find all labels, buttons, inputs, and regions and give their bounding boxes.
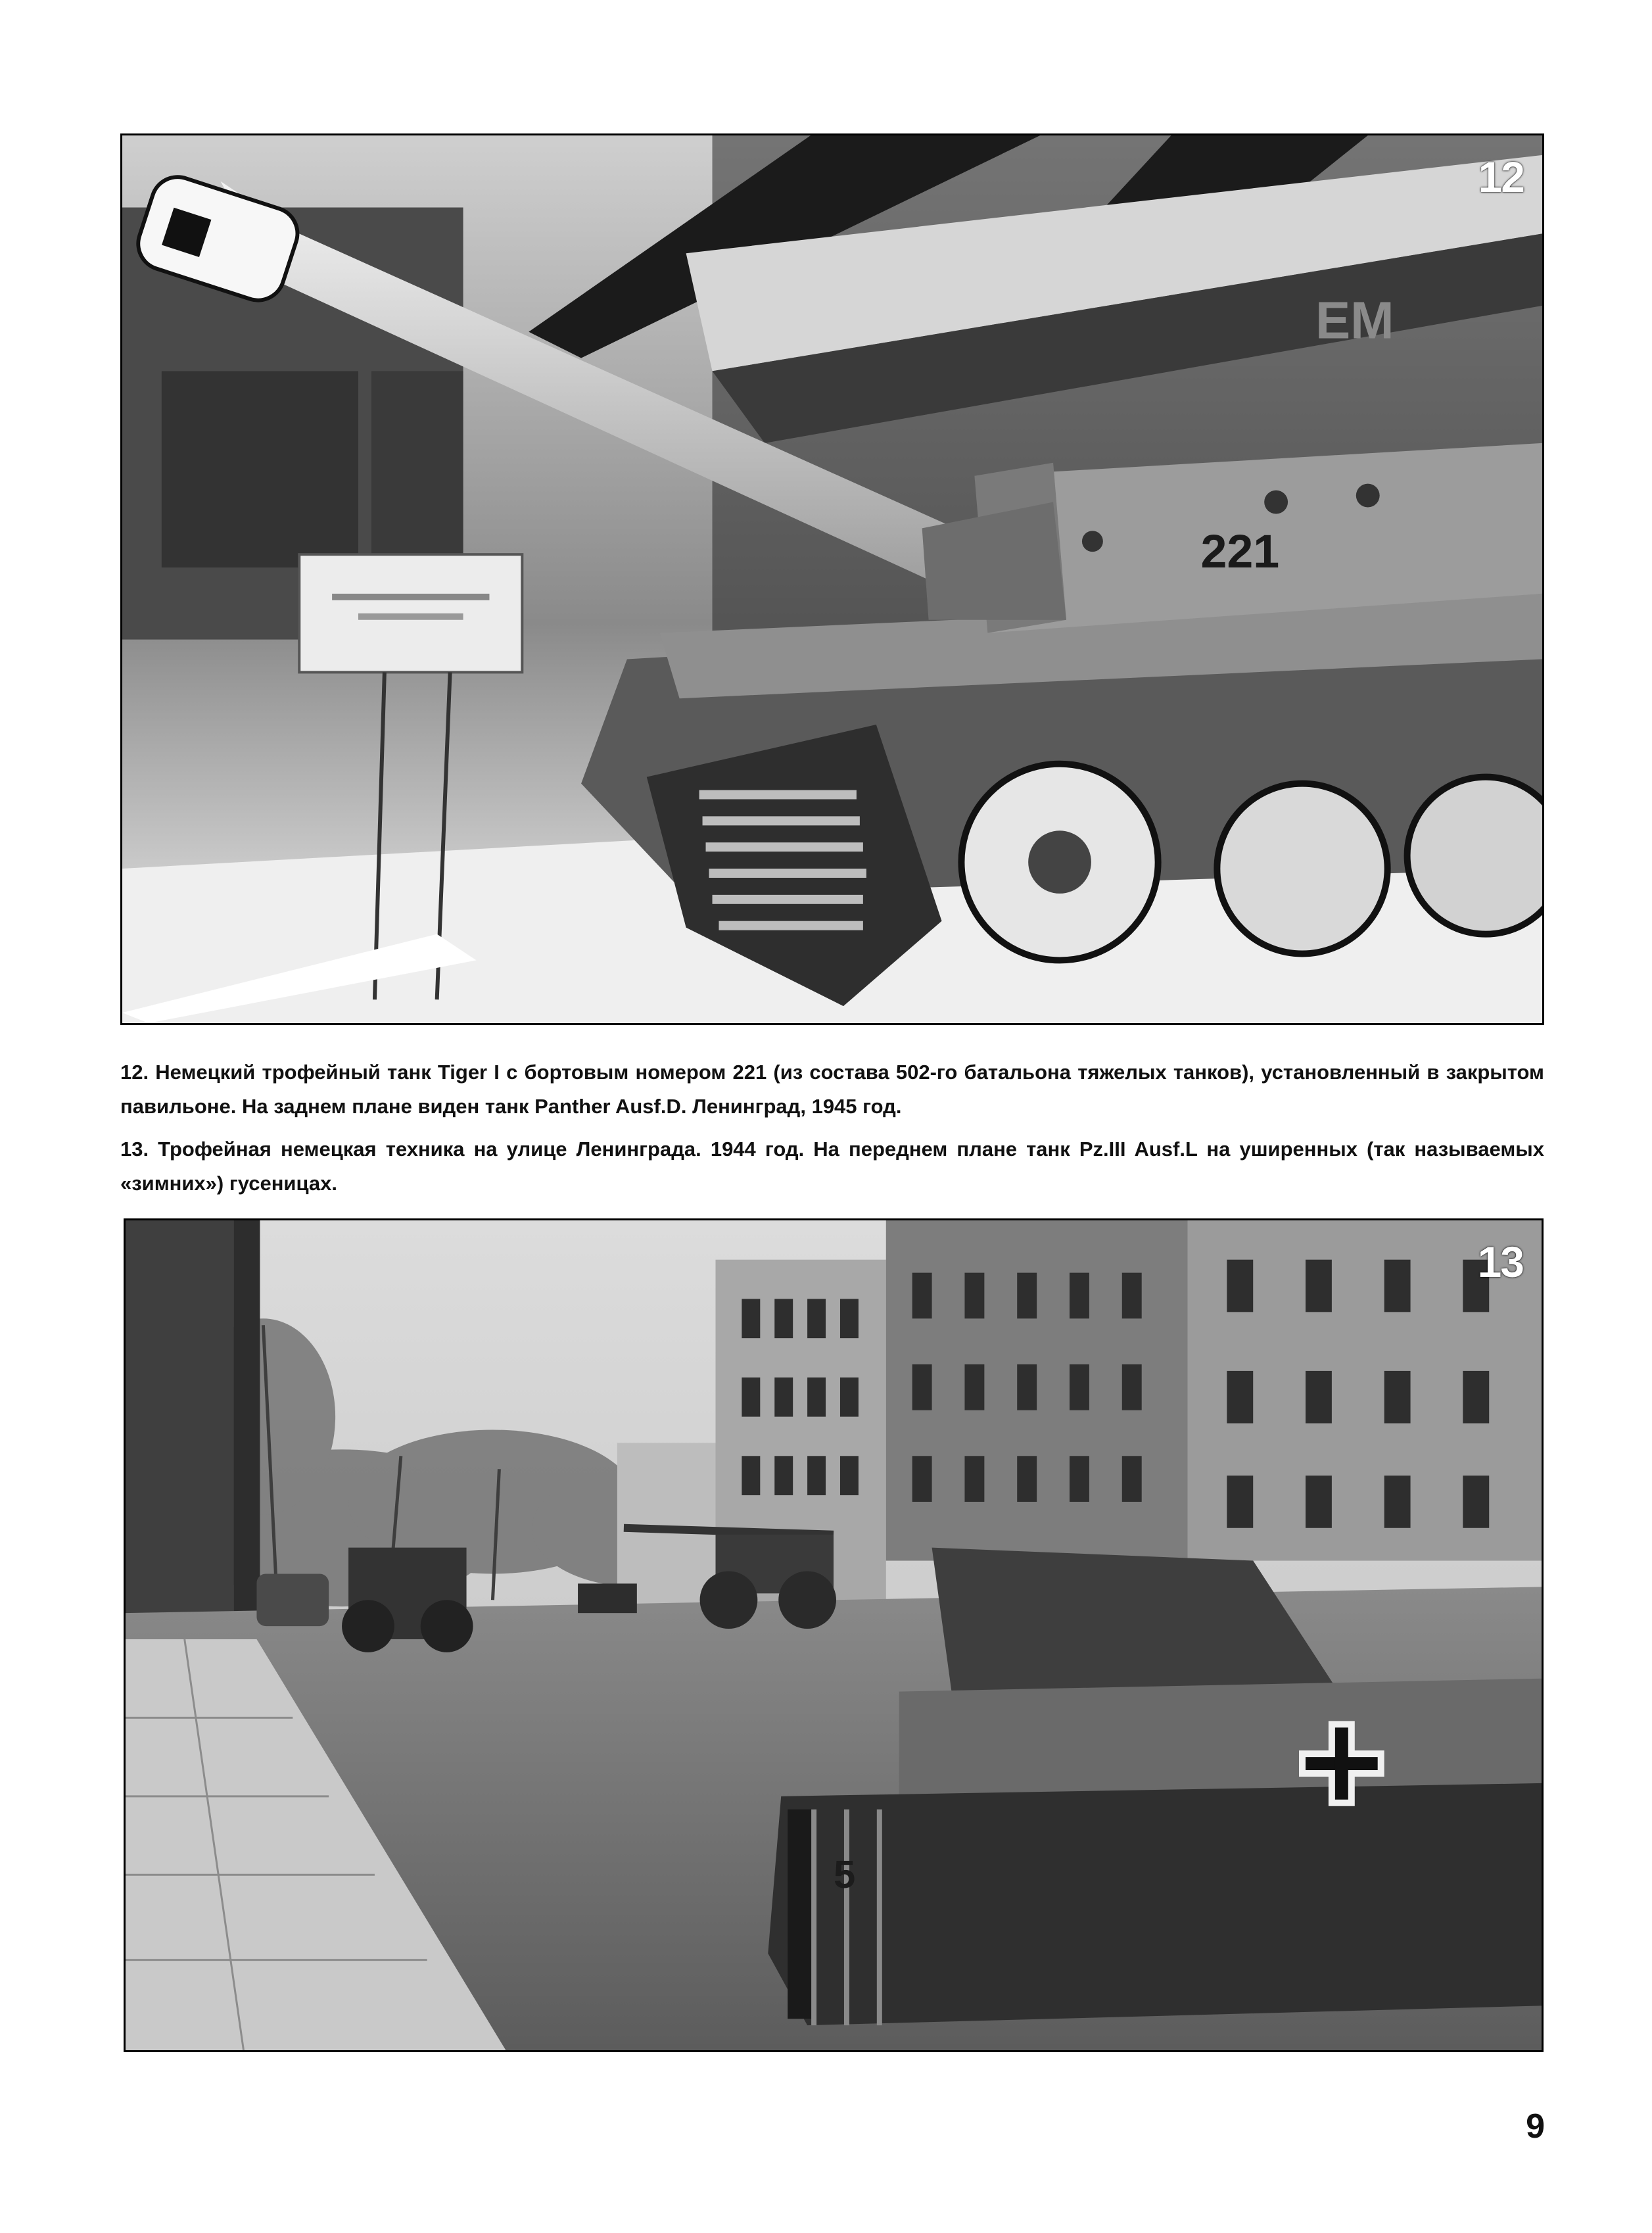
photo-12-caption: 12. Немецкий трофейный танк Tiger I с бортовым номером 221 (из состава 502-го батальона тяжелых танков), установленный в закрытом павильоне. На заднем плане виден танк Panther Ausf.D. Ленинград, 1945 год. — [120, 1061, 1544, 1118]
photo-12-number: 12 — [1478, 153, 1524, 201]
photo-12-image — [122, 135, 1542, 1023]
tank-hull-number: 5 — [834, 1852, 856, 1897]
photo-13-image — [126, 1220, 1542, 2050]
photo-12-tiger-tank — [120, 133, 1544, 1025]
photo-13-leningrad-street — [124, 1218, 1544, 2052]
photo-13-number: 13 — [1477, 1237, 1523, 1286]
turret-number: 221 — [1200, 525, 1280, 579]
photo-13-caption: 13. Трофейная немецкая техника на улице Ленинграда. 1944 год. На переднем плане танк Pz.III Ausf.L на уширенных (так называемых «зимних») гусеницах. — [120, 1138, 1544, 1195]
page-number: 9 — [1526, 2107, 1545, 2146]
background-marking: EM — [1315, 291, 1394, 350]
